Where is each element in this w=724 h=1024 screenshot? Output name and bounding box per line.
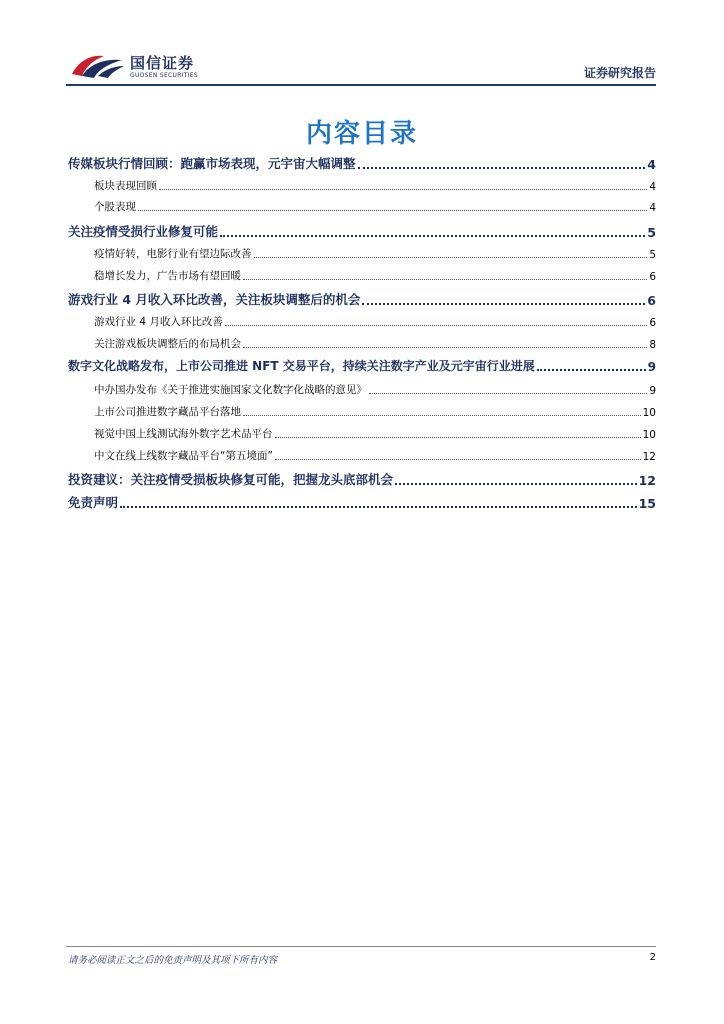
toc-entry-label: 个股表现	[94, 201, 136, 213]
toc-entry-page: 12	[638, 473, 656, 488]
page-header	[68, 46, 656, 86]
dot-leader	[358, 167, 646, 169]
dot-leader	[369, 393, 647, 394]
logo-text-en: GUOSEN SECURITIES	[130, 72, 199, 79]
toc-entry-label: 传媒板块行情回顾：跑赢市场表现，元宇宙大幅调整	[68, 156, 356, 171]
dot-leader	[138, 210, 647, 211]
toc-entry-label: 中文在线上线数字藏品平台“第五境面”	[94, 450, 273, 462]
toc-entry-label: 免责声明	[68, 495, 119, 510]
toc-entry-label: 疫情好转，电影行业有望边际改善	[94, 248, 252, 260]
toc-entry-4-1[interactable]	[68, 382, 656, 397]
toc-entry-label: 投资建议：关注疫情受损板块修复可能，把握龙头底部机会	[68, 472, 394, 487]
dot-leader	[275, 437, 641, 438]
toc-entry-page: 10	[642, 407, 656, 419]
toc-entry-label: 板块表现回顾	[94, 180, 157, 192]
toc-entry-label: 游戏行业 4 月收入环比改善，关注板块调整后的机会	[68, 292, 361, 307]
dot-leader	[120, 506, 637, 508]
guosen-logo-icon	[68, 50, 128, 82]
toc-entry-label: 关注游戏板块调整后的布局机会	[94, 338, 241, 350]
dot-leader	[537, 369, 646, 371]
toc-entry-4[interactable]	[68, 357, 656, 374]
toc-entry-5[interactable]	[68, 470, 656, 488]
toc-entry-page: 9	[649, 385, 656, 397]
dot-leader	[159, 189, 647, 190]
footer-divider	[66, 946, 656, 947]
toc-entry-2-1[interactable]	[68, 246, 656, 261]
report-type-label: 证券研究报告	[583, 66, 656, 80]
toc-entry-3-2[interactable]	[68, 336, 656, 351]
toc-entry-page: 4	[649, 181, 656, 193]
dot-leader	[362, 303, 645, 305]
toc-entry-page: 8	[649, 339, 656, 351]
toc-entry-page: 5	[649, 249, 656, 261]
toc-entry-4-4[interactable]	[68, 448, 656, 463]
toc-entry-page: 15	[638, 496, 656, 511]
toc-entry-1-2[interactable]	[68, 199, 656, 214]
toc-entry-label: 中办国办发布《关于推进实施国家文化数字化战略的意见》	[94, 384, 367, 396]
logo-text-cn: 国信证券	[130, 54, 195, 72]
toc-entry-4-3[interactable]	[68, 426, 656, 441]
dot-leader	[220, 235, 645, 237]
toc-entry-page: 12	[642, 451, 656, 463]
toc-entry-page: 6	[647, 293, 656, 308]
toc-entry-label: 稳增长发力，广告市场有望回暖	[94, 270, 241, 282]
toc-entry-label: 游戏行业 4 月收入环比改善	[94, 316, 223, 328]
toc-entry-4-2[interactable]	[68, 404, 656, 419]
toc-entry-2[interactable]	[68, 222, 656, 240]
toc-entry-page: 6	[649, 271, 656, 283]
toc-entry-page: 4	[647, 157, 656, 172]
toc-entry-3[interactable]	[68, 290, 656, 308]
toc-title: 内容目录	[305, 119, 418, 149]
toc-entry-page: 9	[647, 360, 656, 374]
toc-entry-3-1[interactable]	[68, 314, 656, 329]
toc-entry-1[interactable]	[68, 154, 656, 172]
toc-entry-label: 视觉中国上线测试海外数字艺术品平台	[94, 428, 273, 440]
dot-leader	[243, 347, 647, 348]
toc-entry-2-2[interactable]	[68, 268, 656, 283]
toc-entry-label: 关注疫情受损行业修复可能	[68, 224, 219, 239]
dot-leader	[254, 257, 648, 258]
toc-entry-1-1[interactable]	[68, 178, 656, 193]
dot-leader	[225, 325, 647, 326]
toc-entry-page: 10	[642, 429, 656, 441]
toc-entry-label: 数字文化战略发布，上市公司推进 NFT 交易平台，持续关注数字产业及元宇宙行业进展	[68, 359, 535, 373]
dot-leader	[243, 415, 641, 416]
toc-entry-page: 6	[649, 317, 656, 329]
header-divider	[66, 84, 656, 86]
toc-entry-page: 5	[647, 225, 656, 240]
dot-leader	[395, 483, 637, 485]
dot-leader	[275, 459, 641, 460]
toc-entry-label: 上市公司推进数字藏品平台落地	[94, 406, 241, 418]
dot-leader	[243, 279, 647, 280]
toc-entry-6[interactable]	[68, 493, 656, 511]
toc-entry-page: 4	[649, 202, 656, 214]
disclaimer-note: 请务必阅读正文之后的免责声明及其项下所有内容	[68, 955, 278, 966]
page-number: 2	[649, 952, 656, 963]
